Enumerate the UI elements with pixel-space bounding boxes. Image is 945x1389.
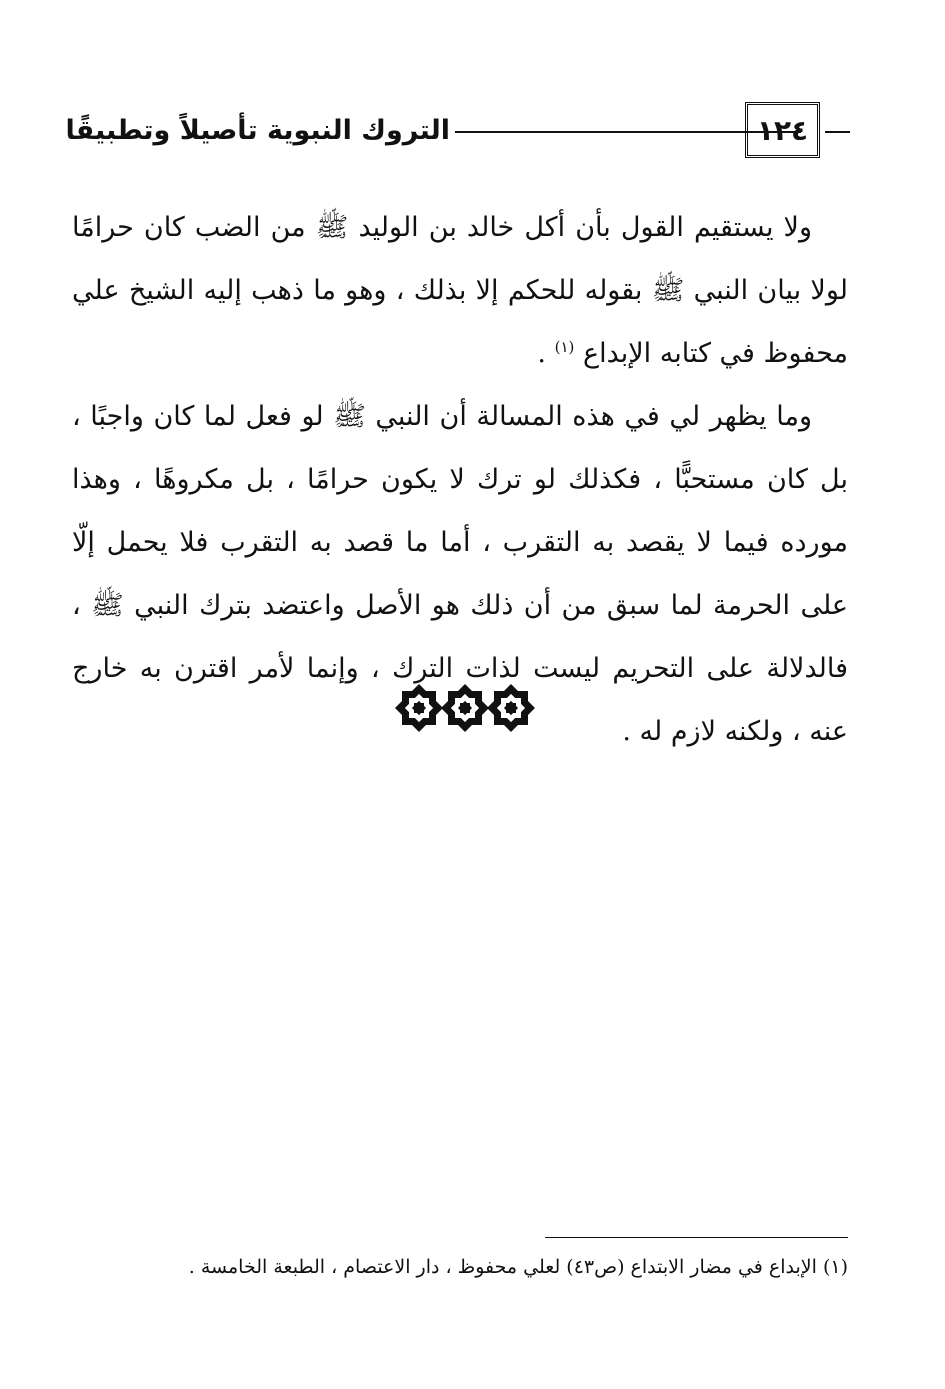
footnote-reference: (١) — [554, 338, 575, 356]
ornament-star-icon — [441, 684, 489, 732]
ornament-star-icon — [395, 684, 443, 732]
paragraph-1-ending: . — [537, 338, 555, 369]
page-number: ١٢٤ — [745, 102, 820, 158]
paragraph-1 — [72, 196, 848, 385]
footnote-1: (١) الإبداع في مضار الابتداع (ص٤٣) لعلي محفوظ ، دار الاعتصام ، الطبعة الخامسة . — [188, 1256, 848, 1278]
paragraph-2: وما يظهر لي في هذه المسالة أن النبي ﷺ لو فعل لما كان واجبًا ، بل كان مستحبًّا ، فكذلك لو ترك لا يكون حرامًا ، بل مكروهًا ، وهذا مورده فيما لا يقصد به التقرب ، أما ما قصد به التقرب فلا يحمل إلّا على الحرمة لما سبق من أن ذلك هو الأصل واعتضد بترك النبي ﷺ ، فالدلالة على التحريم ليست لذات الترك ، وإنما لأمر اقترن به خارج عنه ، ولكنه لازم له . — [72, 401, 848, 747]
section-divider-ornament-icon — [395, 683, 535, 733]
book-title: التروك النبوية تأصيلاً وتطبيقًا — [65, 115, 450, 146]
ornament-star-icon — [487, 684, 535, 732]
paragraph-1-text: ولا يستقيم القول بأن أكل خالد بن الوليد ﷺ من الضب كان حرامًا لولا بيان النبي ﷺ بقوله للحكم إلا بذلك ، وهو ما ذهب إليه الشيخ علي محفوظ في كتابه الإبداع — [72, 212, 848, 369]
footnote-separator — [545, 1237, 848, 1238]
running-header — [55, 100, 850, 162]
main-text — [72, 196, 848, 763]
header-rule-short — [825, 131, 850, 133]
